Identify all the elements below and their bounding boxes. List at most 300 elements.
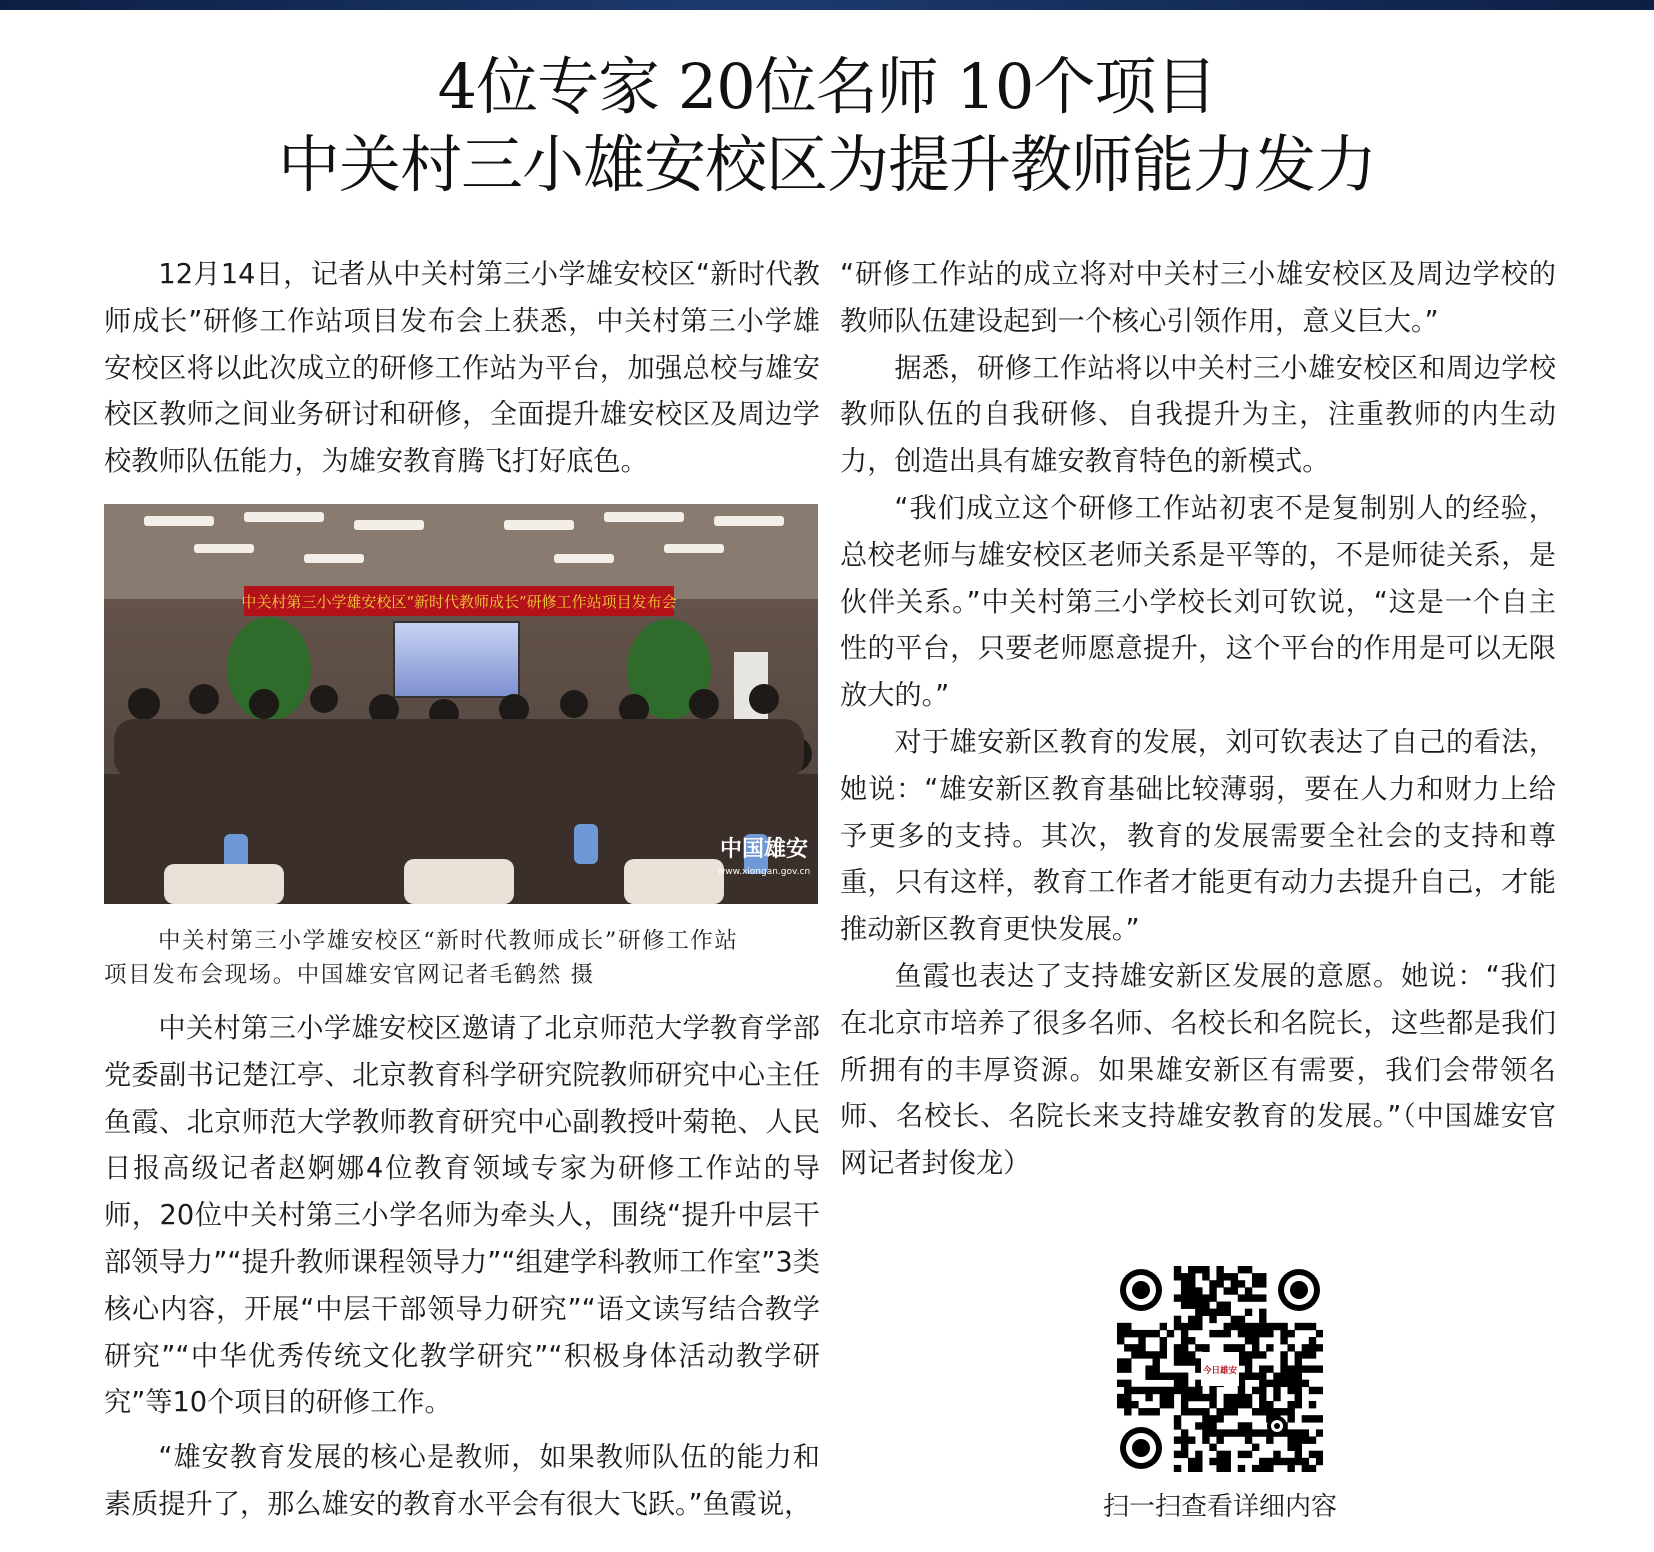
qr-module — [1252, 1337, 1259, 1344]
qr-module — [1273, 1394, 1280, 1401]
qr-module — [1287, 1444, 1294, 1451]
qr-module — [1259, 1365, 1266, 1372]
qr-module — [1160, 1337, 1167, 1344]
qr-module — [1188, 1294, 1195, 1301]
qr-module — [1259, 1294, 1266, 1301]
qr-module — [1209, 1458, 1216, 1465]
qr-module — [1145, 1387, 1152, 1394]
qr-module — [1181, 1294, 1188, 1301]
qr-module — [1209, 1394, 1216, 1401]
qr-module — [1174, 1415, 1181, 1422]
qr-module — [1224, 1330, 1231, 1337]
qr-module — [1181, 1344, 1188, 1351]
qr-finder-top-right — [1278, 1269, 1320, 1311]
qr-module — [1160, 1344, 1167, 1351]
qr-module — [1287, 1330, 1294, 1337]
qr-module — [1287, 1373, 1294, 1380]
qr-module — [1252, 1280, 1259, 1287]
qr-module — [1195, 1394, 1202, 1401]
qr-module — [1287, 1401, 1294, 1408]
qr-module — [1266, 1330, 1273, 1337]
qr-module — [1302, 1365, 1309, 1372]
qr-module — [1202, 1344, 1209, 1351]
qr-module — [1216, 1436, 1223, 1443]
qr-module — [1209, 1429, 1216, 1436]
qr-module — [1259, 1330, 1266, 1337]
qr-module — [1252, 1429, 1259, 1436]
qr-module — [1238, 1387, 1245, 1394]
qr-module — [1238, 1266, 1245, 1273]
qr-module — [1252, 1373, 1259, 1380]
qr-module — [1145, 1351, 1152, 1358]
qr-module — [1131, 1351, 1138, 1358]
qr-module — [1174, 1451, 1181, 1458]
qr-module — [1287, 1415, 1294, 1422]
qr-module — [1245, 1323, 1252, 1330]
qr-module — [1153, 1408, 1160, 1415]
qr-module — [1209, 1294, 1216, 1301]
qr-module — [1195, 1458, 1202, 1465]
qr-module — [1145, 1394, 1152, 1401]
photo-banner-text: 中关村第三小学雄安校区“新时代教师成长”研修工作站项目发布会 — [241, 592, 677, 611]
qr-module — [1280, 1351, 1287, 1358]
qr-module — [1224, 1344, 1231, 1351]
qr-label: 扫一扫查看详细内容 — [1102, 1492, 1337, 1522]
qr-module — [1309, 1337, 1316, 1344]
qr-module — [1124, 1408, 1131, 1415]
qr-module — [1174, 1344, 1181, 1351]
qr-module — [1145, 1365, 1152, 1372]
qr-module — [1280, 1330, 1287, 1337]
qr-module — [1316, 1344, 1323, 1351]
qr-module — [1309, 1344, 1316, 1351]
qr-module — [1181, 1330, 1188, 1337]
qr-module — [1309, 1365, 1316, 1372]
qr-module — [1231, 1273, 1238, 1280]
qr-module — [1238, 1422, 1245, 1429]
qr-module — [1287, 1380, 1294, 1387]
qr-module — [1245, 1429, 1252, 1436]
qr-module — [1259, 1408, 1266, 1415]
qr-module — [1245, 1436, 1252, 1443]
qr-module — [1309, 1323, 1316, 1330]
qr-module — [1245, 1309, 1252, 1316]
qr-module — [1145, 1330, 1152, 1337]
qr-module — [1316, 1330, 1323, 1337]
qr-module — [1181, 1387, 1188, 1394]
qr-module — [1302, 1351, 1309, 1358]
qr-module — [1280, 1365, 1287, 1372]
qr-module — [1188, 1273, 1195, 1280]
qr-module — [1273, 1387, 1280, 1394]
qr-module — [1216, 1458, 1223, 1465]
qr-module — [1295, 1429, 1302, 1436]
qr-module — [1153, 1387, 1160, 1394]
qr-module — [1209, 1415, 1216, 1422]
qr-module — [1287, 1387, 1294, 1394]
qr-module — [1238, 1465, 1245, 1472]
qr-module — [1252, 1344, 1259, 1351]
qr-module — [1316, 1415, 1323, 1422]
photo-caption-line-1: 中关村第三小学雄安校区“新时代教师成长”研修工作站 — [158, 927, 739, 954]
qr-module — [1167, 1330, 1174, 1337]
qr-module — [1238, 1330, 1245, 1337]
qr-module — [1295, 1401, 1302, 1408]
qr-module — [1295, 1394, 1302, 1401]
qr-module — [1316, 1365, 1323, 1372]
qr-module — [1259, 1316, 1266, 1323]
qr-module — [1195, 1287, 1202, 1294]
photo-caption-line-2: 项目发布会现场。中国雄安官网记者毛鹤然 摄 — [104, 961, 595, 988]
qr-module — [1245, 1401, 1252, 1408]
qr-module — [1280, 1358, 1287, 1365]
qr-module — [1316, 1387, 1323, 1394]
qr-module — [1124, 1365, 1131, 1372]
qr-module — [1195, 1387, 1202, 1394]
qr-module — [1266, 1365, 1273, 1372]
qr-module — [1295, 1451, 1302, 1458]
qr-module — [1309, 1387, 1316, 1394]
qr-module — [1302, 1344, 1309, 1351]
qr-module — [1174, 1358, 1181, 1365]
qr-module — [1124, 1401, 1131, 1408]
qr-module — [1238, 1323, 1245, 1330]
qr-module — [1252, 1387, 1259, 1394]
qr-module — [1209, 1330, 1216, 1337]
top-accent-bar — [0, 0, 1654, 10]
qr-finder-top-left — [1120, 1269, 1162, 1311]
qr-module — [1181, 1273, 1188, 1280]
qr-module — [1216, 1302, 1223, 1309]
qr-module — [1287, 1344, 1294, 1351]
qr-module — [1252, 1273, 1259, 1280]
qr-module — [1181, 1337, 1188, 1344]
qr-module — [1174, 1294, 1181, 1301]
qr-module — [1259, 1323, 1266, 1330]
qr-module — [1266, 1465, 1273, 1472]
qr-module — [1224, 1287, 1231, 1294]
qr-module — [1188, 1394, 1195, 1401]
photo-watermark: 中国雄安 — [719, 835, 809, 862]
qr-module — [1266, 1458, 1273, 1465]
qr-module — [1224, 1273, 1231, 1280]
qr-module — [1216, 1280, 1223, 1287]
qr-module — [1295, 1323, 1302, 1330]
qr-module — [1216, 1273, 1223, 1280]
qr-module — [1174, 1316, 1181, 1323]
qr-module — [1302, 1380, 1309, 1387]
qr-module — [1138, 1330, 1145, 1337]
qr-module — [1252, 1444, 1259, 1451]
qr-module — [1181, 1444, 1188, 1451]
qr-module — [1181, 1380, 1188, 1387]
qr-module — [1181, 1373, 1188, 1380]
qr-module — [1174, 1465, 1181, 1472]
qr-module — [1245, 1337, 1252, 1344]
qr-module — [1245, 1287, 1252, 1294]
qr-module — [1245, 1351, 1252, 1358]
qr-module — [1273, 1373, 1280, 1380]
qr-module — [1266, 1323, 1273, 1330]
qr-module — [1252, 1351, 1259, 1358]
qr-module — [1309, 1465, 1316, 1472]
photo-watermark-url: www.xiongan.gov.cn — [717, 866, 811, 877]
qr-module — [1209, 1309, 1216, 1316]
right-paragraph-5: 鱼霞也表达了支持雄安新区发展的意愿。她说：“我们在北京市培养了很多名师、名校长和名院长，这些都是我们所拥有的丰厚资源。如果雄安新区有需要，我们会带领名师、名校长、名院长来支持雄安教育的发展。”（中国雄安官网记者封俊龙） — [840, 960, 1556, 1180]
qr-module — [1195, 1323, 1202, 1330]
qr-module — [1238, 1429, 1245, 1436]
qr-module — [1245, 1294, 1252, 1301]
left-paragraph-3: “雄安教育发展的核心是教师，如果教师队伍的能力和素质提升了，那么雄安的教育水平会有很大飞跃。”鱼霞说， — [104, 1442, 820, 1520]
qr-module — [1309, 1436, 1316, 1443]
qr-module — [1181, 1394, 1188, 1401]
qr-module — [1316, 1451, 1323, 1458]
qr-module — [1174, 1323, 1181, 1330]
qr-module — [1224, 1401, 1231, 1408]
qr-module — [1195, 1309, 1202, 1316]
qr-module — [1259, 1273, 1266, 1280]
qr-module — [1216, 1408, 1223, 1415]
qr-module — [1117, 1394, 1124, 1401]
qr-module — [1259, 1387, 1266, 1394]
qr-module — [1138, 1351, 1145, 1358]
qr-module — [1202, 1273, 1209, 1280]
qr-module — [1188, 1458, 1195, 1465]
headline-line-1: 4位专家 20位名师 10个项目 — [437, 50, 1217, 123]
qr-module — [1181, 1429, 1188, 1436]
qr-module — [1224, 1394, 1231, 1401]
qr-module — [1174, 1373, 1181, 1380]
qr-module — [1245, 1365, 1252, 1372]
qr-module — [1302, 1436, 1309, 1443]
left-column — [104, 252, 820, 1529]
qr-module — [1181, 1401, 1188, 1408]
qr-finder-bottom-left — [1120, 1427, 1162, 1469]
qr-module — [1181, 1302, 1188, 1309]
qr-module — [1174, 1351, 1181, 1358]
headline — [0, 48, 1654, 204]
qr-module — [1287, 1458, 1294, 1465]
qr-module — [1174, 1380, 1181, 1387]
qr-module — [1216, 1266, 1223, 1273]
qr-module — [1188, 1408, 1195, 1415]
qr-module — [1245, 1422, 1252, 1429]
qr-module — [1174, 1387, 1181, 1394]
qr-module — [1188, 1337, 1195, 1344]
qr-module — [1174, 1266, 1181, 1273]
qr-module — [1231, 1280, 1238, 1287]
qr-module — [1238, 1401, 1245, 1408]
qr-module — [1231, 1323, 1238, 1330]
qr-module — [1202, 1309, 1209, 1316]
qr-module — [1224, 1323, 1231, 1330]
qr-module — [1131, 1401, 1138, 1408]
qr-module — [1295, 1458, 1302, 1465]
qr-module — [1231, 1408, 1238, 1415]
qr-module — [1295, 1358, 1302, 1365]
qr-center-logo: 今日雄安 — [1202, 1366, 1238, 1376]
qr-module — [1209, 1280, 1216, 1287]
right-paragraph-4: 对于雄安新区教育的发展，刘可钦表达了自己的看法，她说：“雄安新区教育基础比较薄弱，要在人力和财力上给予更多的支持。其次，教育的发展需要全社会的支持和尊重，只有这样，教育工作者才能更有动力去提升自己，才能推动新区教育更快发展。” — [840, 726, 1556, 946]
qr-module — [1245, 1330, 1252, 1337]
qr-module — [1195, 1422, 1202, 1429]
qr-module — [1259, 1465, 1266, 1472]
qr-module — [1216, 1330, 1223, 1337]
qr-module — [1181, 1451, 1188, 1458]
qr-module — [1302, 1415, 1309, 1422]
qr-module — [1195, 1408, 1202, 1415]
qr-module — [1167, 1401, 1174, 1408]
qr-finder-small — [1267, 1416, 1287, 1436]
qr-module — [1131, 1344, 1138, 1351]
qr-module — [1259, 1280, 1266, 1287]
qr-module — [1195, 1451, 1202, 1458]
qr-module — [1202, 1436, 1209, 1443]
qr-module — [1188, 1358, 1195, 1365]
qr-module — [1131, 1330, 1138, 1337]
qr-module — [1295, 1373, 1302, 1380]
qr-module — [1131, 1387, 1138, 1394]
qr-module — [1280, 1408, 1287, 1415]
qr-module — [1117, 1323, 1124, 1330]
qr-module — [1195, 1302, 1202, 1309]
qr-module — [1231, 1429, 1238, 1436]
qr-module — [1295, 1380, 1302, 1387]
qr-module — [1316, 1458, 1323, 1465]
qr-module — [1224, 1429, 1231, 1436]
qr-module — [1188, 1351, 1195, 1358]
qr-module — [1245, 1451, 1252, 1458]
qr-module — [1195, 1266, 1202, 1273]
qr-module — [1302, 1429, 1309, 1436]
qr-module — [1295, 1444, 1302, 1451]
qr-module — [1181, 1408, 1188, 1415]
qr-module — [1188, 1287, 1195, 1294]
qr-module — [1124, 1344, 1131, 1351]
qr-module — [1209, 1401, 1216, 1408]
qr-module — [1124, 1380, 1131, 1387]
qr-module — [1195, 1344, 1202, 1351]
qr-module — [1124, 1387, 1131, 1394]
qr-module — [1188, 1323, 1195, 1330]
qr-module — [1245, 1266, 1252, 1273]
qr-module — [1209, 1287, 1216, 1294]
qr-module — [1153, 1373, 1160, 1380]
qr-module — [1138, 1408, 1145, 1415]
qr-module — [1273, 1380, 1280, 1387]
qr-module — [1238, 1316, 1245, 1323]
qr-module — [1295, 1436, 1302, 1443]
qr-module — [1216, 1465, 1223, 1472]
qr-module — [1252, 1465, 1259, 1472]
qr-module — [1309, 1451, 1316, 1458]
qr-module — [1259, 1458, 1266, 1465]
qr-module — [1259, 1309, 1266, 1316]
qr-module — [1231, 1394, 1238, 1401]
qr-module — [1202, 1294, 1209, 1301]
qr-module — [1238, 1394, 1245, 1401]
qr-module — [1266, 1408, 1273, 1415]
qr-module — [1287, 1408, 1294, 1415]
qr-code[interactable] — [1117, 1266, 1323, 1472]
qr-module — [1216, 1451, 1223, 1458]
qr-module — [1245, 1373, 1252, 1380]
qr-module — [1295, 1387, 1302, 1394]
qr-module — [1209, 1387, 1216, 1394]
qr-module — [1252, 1408, 1259, 1415]
qr-module — [1259, 1351, 1266, 1358]
qr-module — [1238, 1280, 1245, 1287]
qr-module — [1266, 1436, 1273, 1443]
qr-module — [1224, 1408, 1231, 1415]
qr-module — [1188, 1266, 1195, 1273]
qr-module — [1280, 1337, 1287, 1344]
qr-module — [1160, 1373, 1167, 1380]
qr-module — [1153, 1351, 1160, 1358]
qr-module — [1259, 1380, 1266, 1387]
qr-module — [1266, 1380, 1273, 1387]
qr-module — [1266, 1401, 1273, 1408]
qr-module — [1117, 1358, 1124, 1365]
qr-module — [1124, 1394, 1131, 1401]
qr-module — [1153, 1365, 1160, 1372]
qr-module — [1273, 1408, 1280, 1415]
qr-code-block — [1070, 1266, 1370, 1523]
right-paragraph-3: “我们成立这个研修工作站初衷不是复制别人的经验，总校老师与雄安校区老师关系是平等的，不是师徒关系，是伙伴关系。”中关村第三小学校长刘可钦说，“这是一个自主性的平台，只要老师愿意提升，这个平台的作用是可以无限放大的。” — [840, 492, 1556, 712]
qr-module — [1167, 1373, 1174, 1380]
qr-module — [1209, 1444, 1216, 1451]
qr-module — [1202, 1408, 1209, 1415]
qr-module — [1245, 1394, 1252, 1401]
qr-module — [1138, 1337, 1145, 1344]
qr-module — [1231, 1401, 1238, 1408]
right-paragraph-2: 据悉，研修工作站将以中关村三小雄安校区和周边学校教师队伍的自我研修、自我提升为主，注重教师的内生动力，创造出具有雄安教育特色的新模式。 — [840, 352, 1556, 478]
qr-module — [1238, 1344, 1245, 1351]
qr-module — [1224, 1458, 1231, 1465]
qr-module — [1224, 1451, 1231, 1458]
qr-module — [1202, 1302, 1209, 1309]
qr-module — [1181, 1436, 1188, 1443]
qr-module — [1188, 1465, 1195, 1472]
qr-module — [1259, 1373, 1266, 1380]
qr-module — [1181, 1351, 1188, 1358]
qr-module — [1145, 1408, 1152, 1415]
qr-module — [1231, 1316, 1238, 1323]
qr-module — [1181, 1287, 1188, 1294]
qr-module — [1238, 1451, 1245, 1458]
qr-module — [1216, 1415, 1223, 1422]
qr-module — [1259, 1429, 1266, 1436]
qr-module — [1252, 1294, 1259, 1301]
qr-module — [1295, 1351, 1302, 1358]
qr-module — [1124, 1330, 1131, 1337]
right-column — [840, 252, 1556, 1188]
qr-module — [1195, 1316, 1202, 1323]
qr-module — [1202, 1415, 1209, 1422]
qr-module — [1202, 1422, 1209, 1429]
qr-module — [1273, 1458, 1280, 1465]
qr-module — [1280, 1373, 1287, 1380]
qr-module — [1160, 1394, 1167, 1401]
qr-module — [1302, 1465, 1309, 1472]
qr-module — [1117, 1337, 1124, 1344]
conference-photo-illustration — [104, 504, 818, 904]
qr-module — [1174, 1273, 1181, 1280]
qr-module — [1287, 1436, 1294, 1443]
left-paragraph-1: 12月14日，记者从中关村第三小学雄安校区“新时代教师成长”研修工作站项目发布会上获悉，中关村第三小学雄安校区将以此次成立的研修工作站为平台，加强总校与雄安校区教师之间业务研讨和研修，全面提升雄安校区及周边学校教师队伍能力，为雄安教育腾飞打好底色。 — [104, 259, 820, 478]
qr-module — [1167, 1387, 1174, 1394]
qr-module — [1309, 1415, 1316, 1422]
